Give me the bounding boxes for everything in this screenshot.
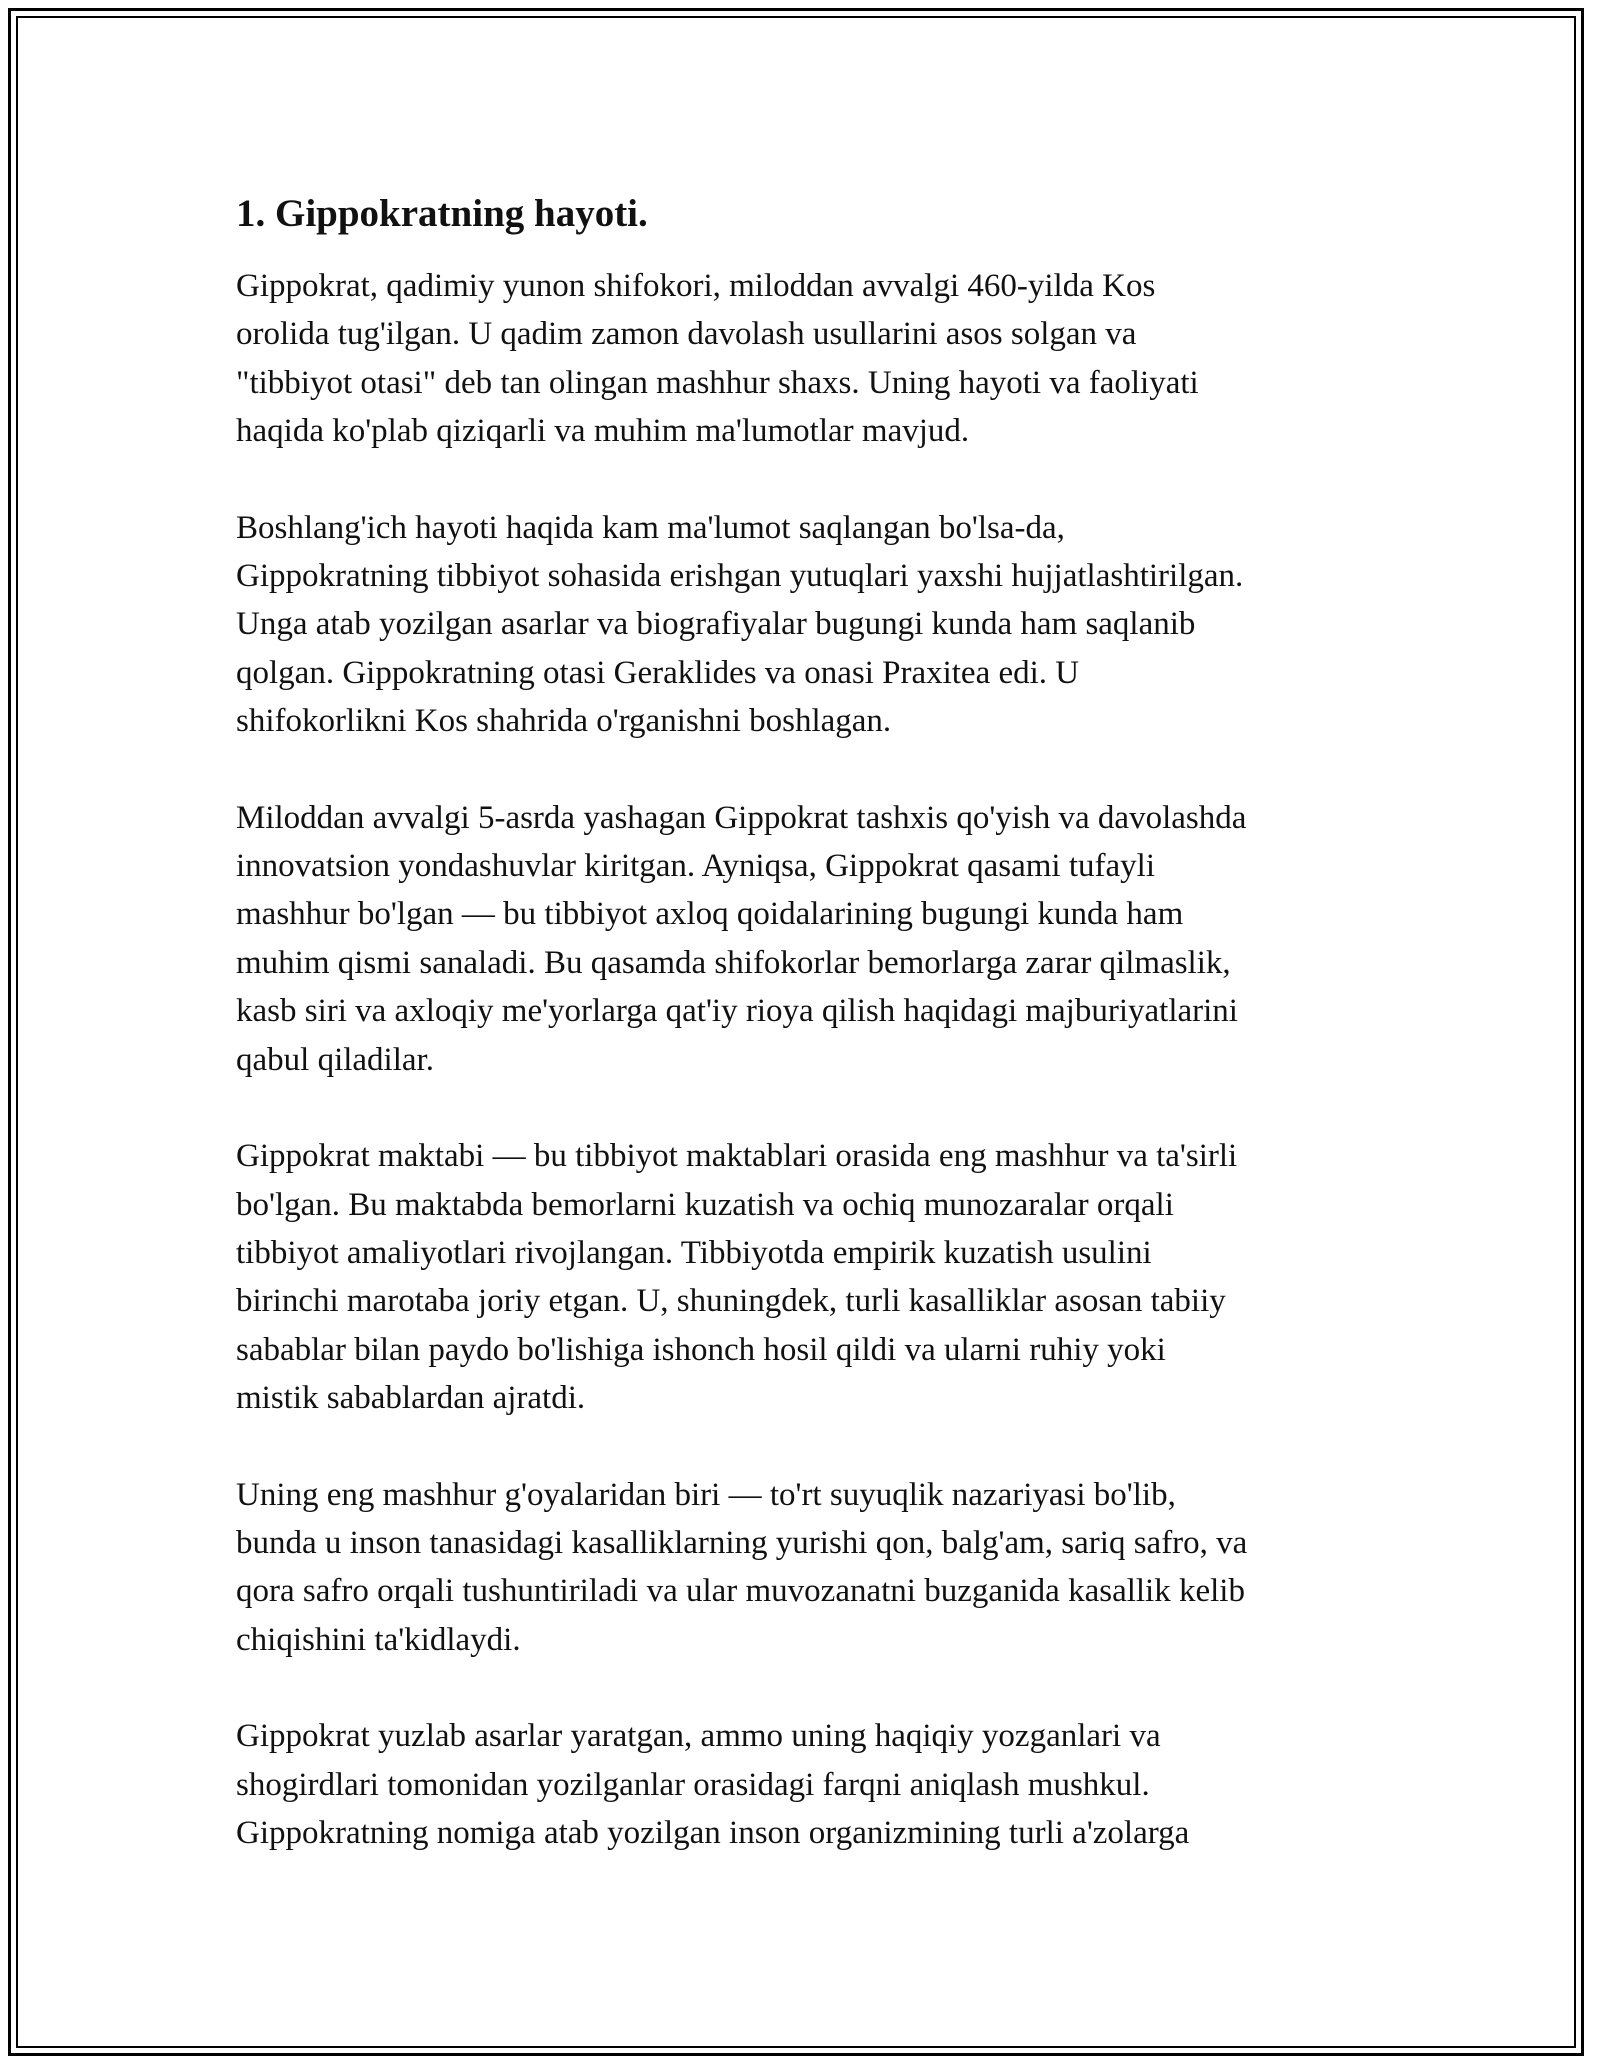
text-line: Gippokrat, qadimiy yunon shifokori, miloddan avvalgi 460-yilda Kos xyxy=(236,268,1156,304)
text-line: qolgan. Gippokratning otasi Geraklides va onasi Praxitea edi. U xyxy=(236,654,1080,691)
text-line: qora safro orqali tushuntiriladi va ular muvozanatni buzganida kasallik kelib xyxy=(236,1573,1245,1610)
paragraph-6 xyxy=(236,1712,1376,1857)
text-line: kasb siri va axloqiy me'yorlarga qat'iy rioya qilish haqidagi majburiyatlarini xyxy=(236,993,1238,1030)
text-line: innovatsion yondashuvlar kiritgan. Ayniqsa, Gippokrat qasami tufayli xyxy=(236,848,1155,885)
text-line: tibbiyot amaliyotlari rivojlangan. Tibbiyotda empirik kuzatish usulini xyxy=(236,1234,1152,1271)
text-line: Gippokrat yuzlab asarlar yaratgan, ammo uning haqiqiy yozganlari va xyxy=(236,1718,1161,1755)
paragraph-5 xyxy=(236,1471,1376,1665)
text-line: bunda u inson tanasidagi kasalliklarning yurishi qon, balg'am, sariq safro, va xyxy=(236,1524,1248,1561)
text-line: qabul qiladilar. xyxy=(236,1041,434,1078)
text-line: mistik sabablardan ajratdi. xyxy=(236,1380,586,1417)
text-line: Gippokratning nomiga atab yozilgan inson organizmining turli a'zolarga xyxy=(236,1814,1190,1851)
text-line: chiqishini ta'kidlaydi. xyxy=(236,1621,521,1658)
paragraph-2 xyxy=(236,504,1376,746)
text-line: Unga atab yozilgan asarlar va biografiyalar bugungi kunda ham saqlanib xyxy=(236,606,1196,643)
text-line: Miloddan avvalgi 5-asrda yashagan Gippokrat tashxis qo'yish va davolashda xyxy=(236,799,1247,836)
text-line: "tibbiyot otasi" deb tan olingan mashhur shaxs. Uning hayoti va faoliyati xyxy=(236,364,1199,401)
section-heading: 1. Gippokratning hayoti. xyxy=(236,192,648,235)
document-body xyxy=(236,186,1376,1857)
text-line: shogirdlari tomonidan yozilganlar orasidagi farqni aniqlash mushkul. xyxy=(236,1766,1150,1803)
text-line: bo'lgan. Bu maktabda bemorlarni kuzatish va ochiq munozaralar orqali xyxy=(236,1186,1174,1223)
text-line: orolida tug'ilgan. U qadim zamon davolash usullarini asos solgan va xyxy=(236,316,1137,353)
paragraph-4 xyxy=(236,1132,1376,1422)
text-line: sabablar bilan paydo bo'lishiga ishonch hosil qildi va ularni ruhiy yoki xyxy=(236,1331,1166,1368)
text-line: Boshlang'ich hayoti haqida kam ma'lumot saqlangan bo'lsa-da, xyxy=(236,509,1065,546)
text-line: muhim qismi sanaladi. Bu qasamda shifokorlar bemorlarga zarar qilmaslik, xyxy=(236,944,1231,981)
text-line: Uning eng mashhur g'oyalaridan biri — to'rt suyuqlik nazariyasi bo'lib, xyxy=(236,1476,1176,1513)
text-line: haqida ko'plab qiziqarli va muhim ma'lumotlar mavjud. xyxy=(236,413,970,450)
text-line: shifokorlikni Kos shahrida o'rganishni boshlagan. xyxy=(236,703,892,740)
text-line: Gippokrat maktabi — bu tibbiyot maktablari orasida eng mashhur va ta'sirli xyxy=(236,1138,1238,1175)
paragraph-3 xyxy=(236,794,1376,1084)
text-line: mashhur bo'lgan — bu tibbiyot axloq qoidalarining bugungi kunda ham xyxy=(236,896,1184,933)
text-line: Gippokratning tibbiyot sohasida erishgan yutuqlari yaxshi hujjatlashtirilgan. xyxy=(236,558,1244,595)
paragraph-1 xyxy=(236,262,1376,456)
text-line: birinchi marotaba joriy etgan. U, shuningdek, turli kasalliklar asosan tabiiy xyxy=(236,1283,1226,1320)
